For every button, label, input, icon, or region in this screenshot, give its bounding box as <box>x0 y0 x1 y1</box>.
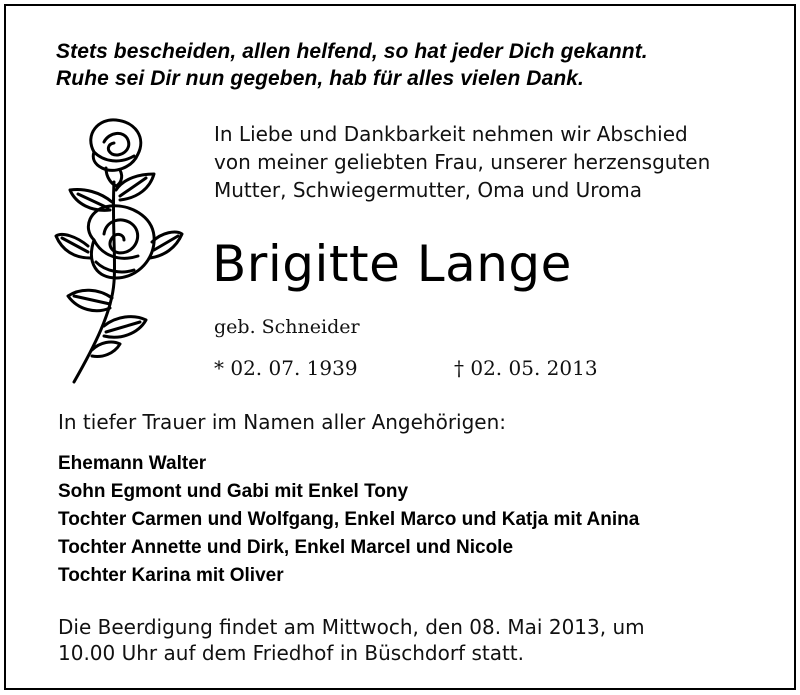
death-date: † 02. 05. 2013 <box>454 356 598 380</box>
intro-text <box>214 120 774 204</box>
funeral-notice <box>58 614 778 666</box>
birth-date: * 02. 07. 1939 <box>214 356 358 380</box>
funeral-line-2: 10.00 Uhr auf dem Friedhof in Büschdorf statt. <box>58 641 525 665</box>
deceased-name: Brigitte Lange <box>212 235 572 293</box>
obituary-frame <box>4 4 796 690</box>
intro-line-3: Mutter, Schwiegermutter, Oma und Uroma <box>214 178 643 202</box>
funeral-line-1: Die Beerdigung findet am Mittwoch, den 08. Mai 2013, um <box>58 615 645 639</box>
intro-line-2: von meiner geliebten Frau, unserer herzensguten <box>214 150 711 174</box>
family-member: Tochter Karina mit Oliver <box>58 565 284 586</box>
family-member: Sohn Egmont und Gabi mit Enkel Tony <box>58 481 409 502</box>
family-member: Ehemann Walter <box>58 453 207 474</box>
family-member: Tochter Annette und Dirk, Enkel Marcel und Nicole <box>58 537 514 558</box>
family-member: Tochter Carmen und Wolfgang, Enkel Marco und Katja mit Anina <box>58 509 640 530</box>
intro-line-1: In Liebe und Dankbarkeit nehmen wir Abschied <box>214 122 688 146</box>
maiden-name: geb. Schneider <box>214 316 360 338</box>
rose-icon <box>54 112 184 390</box>
quote-line-2: Ruhe sei Dir nun gegeben, hab für alles vielen Dank. <box>56 67 584 90</box>
quote-line-1: Stets bescheiden, allen helfend, so hat jeder Dich gekannt. <box>56 40 648 63</box>
memorial-quote <box>56 38 776 92</box>
mourning-line: In tiefer Trauer im Namen aller Angehörigen: <box>58 410 507 434</box>
family-list <box>58 450 778 590</box>
